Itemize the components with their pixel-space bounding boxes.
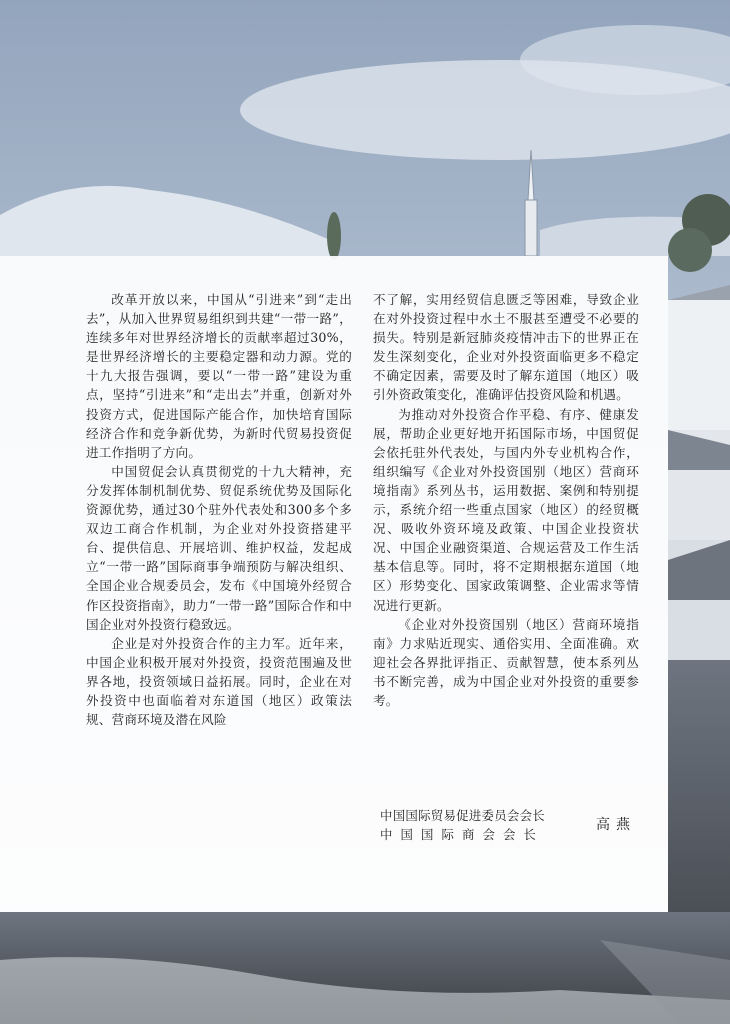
left-text-column (86, 290, 352, 729)
right-text-column (373, 290, 639, 710)
paragraph: 改革开放以来，中国从“引进来”到“走出去”，从加入世界贸易组织到共建“一带一路”，连续多年对世界经济增长的贡献率超过30%，是世界经济增长的主要稳定器和动力源。党的十九大报告强调，要以“一带一路”建设为重点，坚持“引进来”和“走出去”并重，创新对外投资方式，促进国际产能合作，加快培育国际经济合作和竞争新优势，为新时代贸易投资促进工作指明了方向。 (86, 292, 352, 460)
paragraph-continuation: 不了解，实用经贸信息匮乏等困难，导致企业在对外投资过程中水土不服甚至遭受不必要的损失。特别是新冠肺炎疫情冲击下的世界正在发生深刻变化，企业对外投资面临更多不稳定不确定因素，需要及时了解东道国（地区）吸引外资政策变化，准确评估投资风险和机遇。 (373, 292, 639, 403)
signature-org-line1: 中国国际贸易促进委员会会长 (380, 808, 545, 823)
signature-org-line2: 中国国际商会会长 (380, 827, 544, 842)
paragraph: 企业是对外投资合作的主力军。近年来，中国企业积极开展对外投资，投资范围遍及世界各地，投资领域日益拓展。同时，企业在对外投资中也面临着对东道国（地区）政策法规、营商环境及潜在风险 (86, 635, 352, 728)
signature-block (380, 806, 650, 844)
signature-name: 高燕 (596, 817, 636, 833)
paragraph: 《企业对外投资国别（地区）营商环境指南》力求贴近现实、通俗实用、全面准确。欢迎社会各界批评指正、贡献智慧，使本系列丛书不断完善，成为中国企业对外投资的重要参考。 (373, 616, 639, 708)
paragraph: 中国贸促会认真贯彻党的十九大精神，充分发挥体制机制优势、贸促系统优势及国际化资源优势，通过30个驻外代表处和300多个多双边工商合作机制，为企业对外投资搭建平台、提供信息、开展培训、维护权益，发起成立“一带一路”国际商事争端预防与解决组织、全国企业合规委员会，发布《中国境外经贸合作区投资指南》，助力“一带一路”国际合作和中国企业对外投资行稳致远。 (86, 463, 352, 632)
paragraph: 为推动对外投资合作平稳、有序、健康发展，帮助企业更好地开拓国际市场，中国贸促会依托驻外代表处，与国内外专业机构合作，组织编写《企业对外投资国别（地区）营商环境指南》系列丛书，运用数据、案例和特别提示，系统介绍一些重点国家（地区）的经贸概况、吸收外资环境及政策、中国企业投资状况、中国企业融资渠道、合规运营及工作生活基本信息等。同时，将不定期根据东道国（地区）形势变化、国家政策调整、企业需求等情况进行更新。 (373, 406, 639, 613)
